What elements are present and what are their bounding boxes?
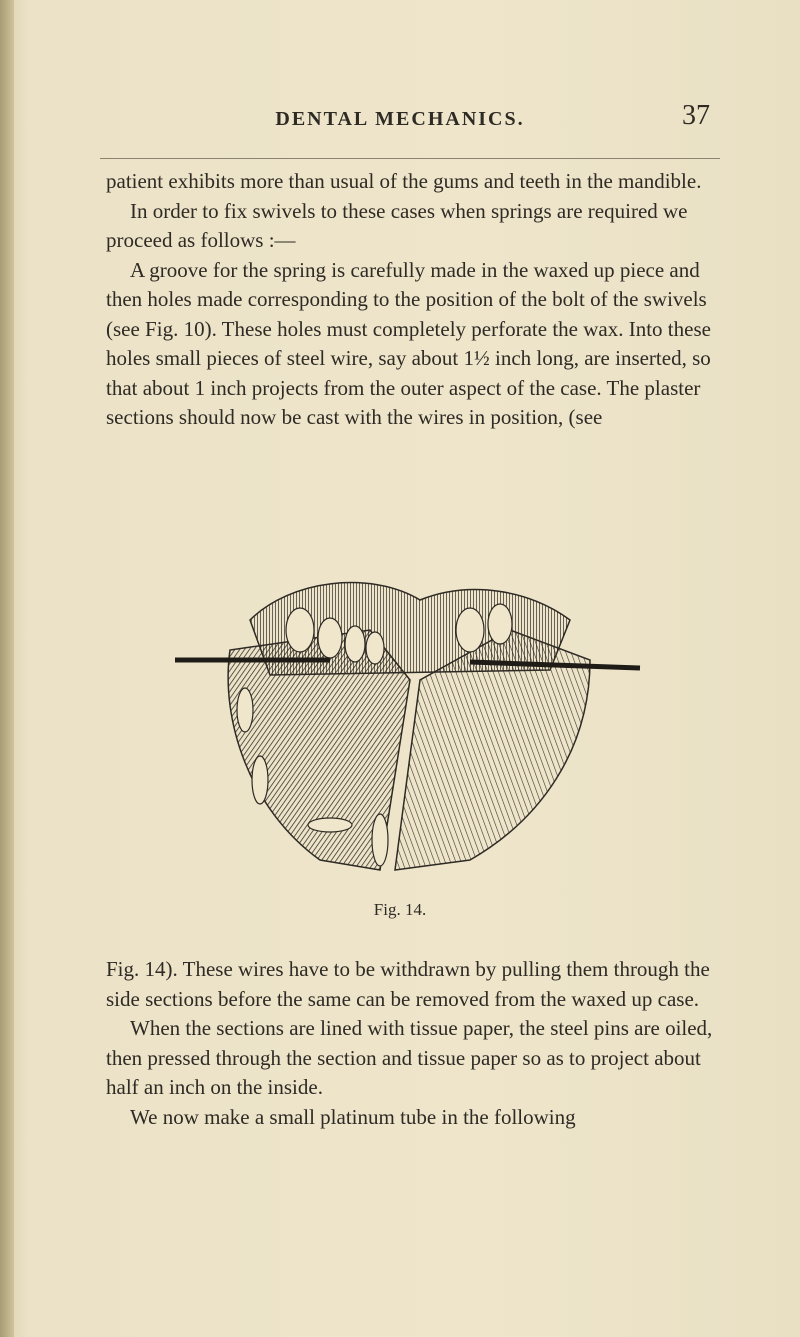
text-block-upper <box>106 167 718 433</box>
paragraph: Fig. 14). These wires have to be withdrawn by pulling them through the side sections before the same can be removed from the waxed up case. <box>106 957 710 1011</box>
text-block-lower <box>106 955 718 1132</box>
swivel-bolt <box>252 756 268 804</box>
swivel-bolt <box>308 818 352 832</box>
header-rule <box>100 158 720 159</box>
paragraph: When the sections are lined with tissue paper, the steel pins are oiled, then pressed through the section and tissue paper so as to project about half an inch on the inside. <box>106 1016 713 1099</box>
paragraph: patient exhibits more than usual of the gums and teeth in the mandible. <box>106 169 702 193</box>
paragraph: A groove for the spring is carefully made in the waxed up piece and then holes made corresponding to the position of the bolt of the swivels (see Fig. 10). These holes must completely perforate the wax. Into these holes small pieces of steel wire, say about 1½ inch long, are inserted, so that about 1 inch projects from the outer aspect of the case. The plaster sections should now be cast with the wires in position, (see <box>106 257 711 429</box>
figure-14-illustration <box>170 560 645 880</box>
figure-caption: Fig. 14. <box>373 900 427 919</box>
paragraph: We now make a small platinum tube in the following <box>130 1104 576 1129</box>
paragraph: In order to fix swivels to these cases when springs are required we proceed as follows :— <box>106 198 688 252</box>
page-header <box>0 100 800 140</box>
running-title: DENTAL MECHANICS. <box>275 108 525 130</box>
page-spine-shadow <box>0 0 14 1337</box>
page-number: 37 <box>682 100 710 131</box>
swivel-bolt <box>237 688 253 732</box>
jaw-sections-engraving <box>170 560 645 880</box>
swivel-bolt <box>372 814 388 866</box>
